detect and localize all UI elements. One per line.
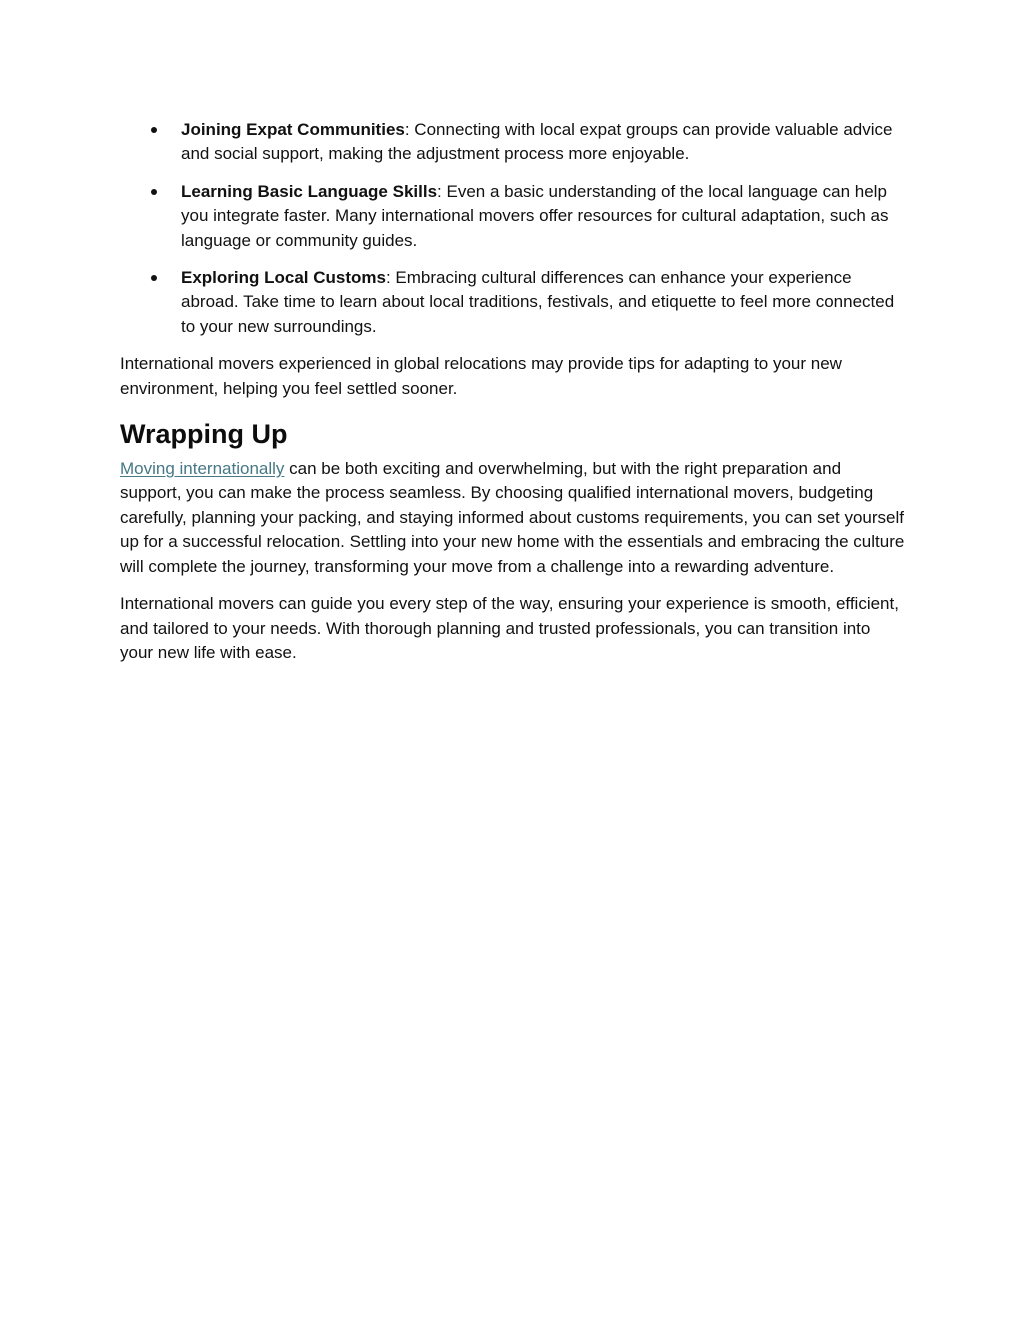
document-page — [120, 118, 906, 678]
bullet-list — [120, 118, 906, 339]
paragraph-text: can be both exciting and overwhelming, but with the right preparation and support, you can make the process seamless. By choosing qualified international movers, budgeting carefully, planning your packing, and staying informed about customs requirements, you can set yourself up for a successful relocation. Settling into your new home with the essentials and embracing the culture will complete the journey, transforming your move from a challenge into a rewarding adventure. — [120, 459, 905, 576]
bullet-icon — [151, 127, 157, 133]
list-item — [120, 266, 906, 339]
moving-internationally-link[interactable]: Moving internationally — [120, 459, 285, 479]
body-paragraph — [120, 457, 906, 579]
list-item-term: Learning Basic Language Skills — [181, 181, 438, 201]
list-item-text: : Connecting with local expat groups can provide valuable advice and social support, making the adjustment process more enjoyable. — [181, 120, 893, 164]
list-item-text: : Embracing cultural differences can enhance your experience abroad. Take time to learn about local traditions, festivals, and etiquette to feel more connected to your new surroundings. — [181, 268, 895, 336]
list-item — [120, 118, 906, 167]
list-item — [120, 180, 906, 253]
list-item-text: : Even a basic understanding of the local language can help you integrate faster. Many international movers offer resources for cultural adaptation, such as language or community guides. — [181, 181, 889, 250]
list-item-term: Exploring Local Customs — [181, 268, 386, 288]
list-item-term: Joining Expat Communities — [181, 120, 405, 139]
bullet-icon — [151, 275, 157, 281]
body-paragraph: International movers can guide you every step of the way, ensuring your experience is smooth, efficient, and tailored to your needs. With thorough planning and trusted professionals, you can transition into your new life with ease. — [120, 594, 899, 662]
bullet-icon — [151, 189, 157, 195]
section-heading: Wrapping Up — [120, 419, 288, 450]
body-paragraph: International movers experienced in global relocations may provide tips for adapting to your new environment, helping you feel settled sooner. — [120, 354, 842, 398]
